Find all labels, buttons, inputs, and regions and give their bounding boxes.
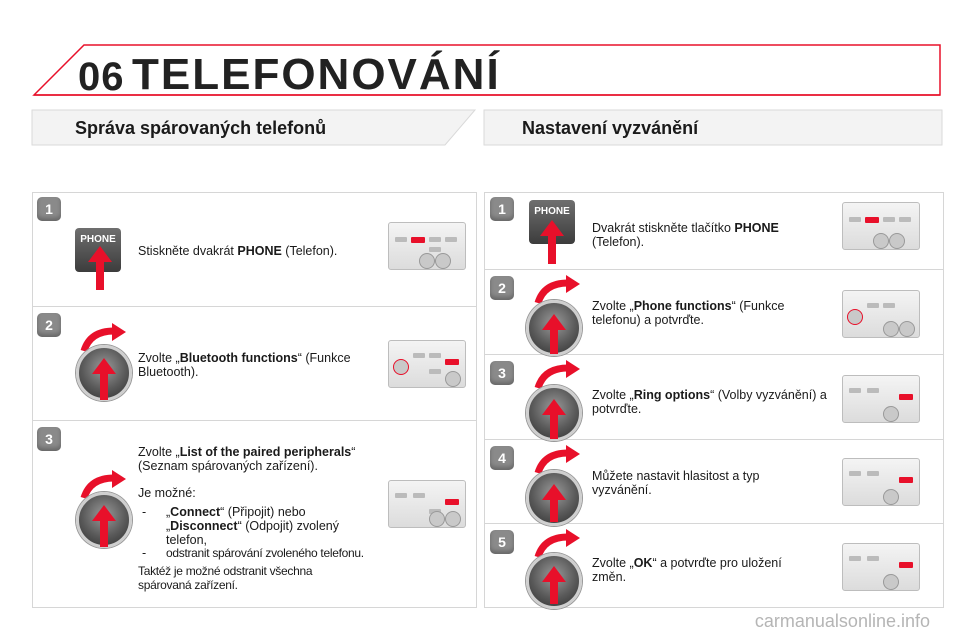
arrow-up-icon — [88, 246, 112, 290]
step-3-badge: 3 — [37, 427, 61, 451]
radio-panel-image — [388, 340, 466, 388]
step-5-badge: 5 — [490, 530, 514, 554]
phone-button-icon: PHONE — [529, 200, 575, 244]
right-step-4-text: Můžete nastavit hlasitost a typ vyzvánění. — [592, 469, 760, 497]
right-step-5-text: Zvolte „OK“ a potvrďte pro uložení změn. — [592, 556, 782, 584]
radio-panel-image — [842, 202, 920, 250]
step-3-badge: 3 — [490, 361, 514, 385]
right-step-2-text: Zvolte „Phone functions“ (Funkce telefonu) a potvrďte. — [592, 299, 785, 327]
divider — [484, 269, 944, 270]
arrow-up-icon — [542, 484, 566, 522]
arrow-up-icon — [92, 358, 116, 400]
step-2-badge: 2 — [37, 313, 61, 337]
radio-panel-image — [842, 290, 920, 338]
radio-panel-image — [842, 543, 920, 591]
left-step-3-text: Zvolte „List of the paired peripherals“ (Seznam spárovaných zařízení). — [138, 445, 356, 473]
left-step-1-text: Stiskněte dvakrát PHONE (Telefon). — [138, 244, 338, 258]
divider — [32, 306, 477, 307]
radio-panel-image — [388, 222, 466, 270]
step-1-badge: 1 — [490, 197, 514, 221]
bullet-dash: - — [142, 546, 147, 560]
bullet-dash: - — [142, 505, 147, 519]
watermark: carmanualsonline.info — [754, 611, 930, 631]
left-step-2-text: Zvolte „Bluetooth functions“ (Funkce Bluetooth). — [138, 351, 351, 379]
divider — [32, 420, 477, 421]
radio-panel-image — [388, 480, 466, 528]
right-section-title: Nastavení vyzvánění — [522, 118, 699, 138]
option-connect-text: „Connect“ (Připojit) nebo „Disconnect“ (Odpojit) zvolený telefon, — [166, 505, 339, 547]
arrow-up-icon — [542, 314, 566, 354]
arrow-up-icon — [542, 566, 566, 604]
arrow-up-icon — [542, 399, 566, 439]
arrow-up-icon — [540, 220, 564, 264]
phone-button-icon: PHONE — [75, 228, 121, 272]
radio-panel-image — [842, 458, 920, 506]
note-text: Taktéž je možné odstranit všechna spárovaná zařízení. — [138, 564, 313, 592]
radio-panel-image — [842, 375, 920, 423]
left-section-title: Správa spárovaných telefonů — [75, 118, 327, 138]
chapter-title: TELEFONOVÁNÍ — [132, 50, 501, 99]
step-1-badge: 1 — [37, 197, 61, 221]
step-2-badge: 2 — [490, 276, 514, 300]
arrow-up-icon — [92, 505, 116, 547]
step-4-badge: 4 — [490, 446, 514, 470]
right-step-1-text: Dvakrát stiskněte tlačítko PHONE (Telefon). — [592, 221, 779, 249]
chapter-number: 06 — [78, 55, 125, 99]
right-step-3-text: Zvolte „Ring options“ (Volby vyzvánění) a potvrďte. — [592, 388, 827, 416]
possible-label: Je možné: — [138, 486, 196, 500]
option-unpair-text: odstranit spárování zvoleného telefonu. — [166, 546, 364, 560]
